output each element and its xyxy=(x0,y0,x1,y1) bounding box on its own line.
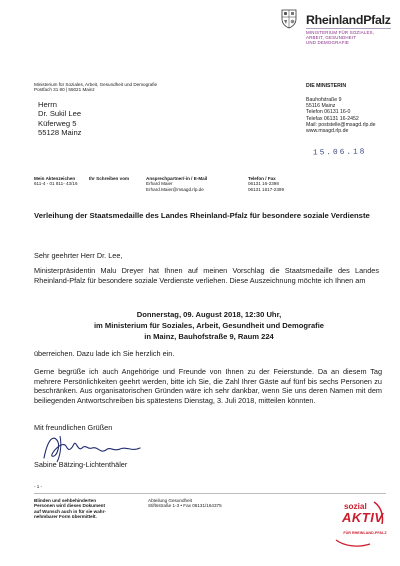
event-details xyxy=(34,309,384,342)
logo-divider xyxy=(306,28,391,29)
department-line: Stiftsstraße 1-3 • Fax 06131/164375 xyxy=(148,503,222,509)
recipient-line: Herrn xyxy=(38,100,57,109)
department-info xyxy=(148,498,288,509)
salutation: Sehr geehrter Herr Dr. Lee, xyxy=(34,251,123,260)
contact-line: Telefax 06131 16-2452 xyxy=(306,115,359,122)
accessibility-line: Blinden und sehbehinderten xyxy=(34,498,97,503)
paragraph-guests: Gerne begrüße ich auch Angehörige und Freunde von Ihnen zu der Feierstunde. Da an diesem Tag mehrere Persönlichkeiten geehrt werden, bitte ich Sie, die Zahl Ihrer Gäste auf fünf bis sechs Personen zu beschränken. Aus organisatorischen Gründen wäre ich sehr dankbar, wenn Sie uns deren Namen mit dem beiliegenden Antwortschreiben bis spätestens Dienstag, 3. Juli 2018, mitteilen könnten. xyxy=(34,367,382,405)
recipient-address xyxy=(38,100,188,138)
phone-value: 06131 16-2398 xyxy=(248,181,279,187)
minister-label: DIE MINISTERIN xyxy=(306,83,347,89)
accessibility-line: Personen wird dieses Dokument xyxy=(34,503,105,509)
fax-value: 06131 1617-2399 xyxy=(248,186,285,192)
ministry-line: MINISTERIUM FÜR SOZIALES, xyxy=(306,30,375,35)
contact-person-label: Ansprechpartner/-in / E-Mail xyxy=(146,176,208,181)
ministry-line: ARBEIT, GESUNDHEIT xyxy=(306,35,357,41)
aktiv-text: AKTIV xyxy=(342,510,384,525)
event-venue: im Ministerium für Soziales, Arbeit, Gesundheit und Demografie xyxy=(93,321,325,330)
aktenzeichen-label: Mein Aktenzeichen xyxy=(34,176,76,181)
phone-label: Telefon / Fax xyxy=(248,176,276,181)
schreiben-column xyxy=(89,176,129,181)
closing-phrase: Mit freundlichen Grüßen xyxy=(34,423,113,432)
reference-row xyxy=(34,176,384,202)
contact-line: Mail: poststelle@msagd.rlp.de xyxy=(306,121,376,128)
contact-person-email: Erhard.Maier@msagd.rlp.de xyxy=(146,186,204,192)
accessibility-note xyxy=(34,498,154,520)
footer-divider xyxy=(34,493,386,494)
paragraph-invitation: überreichen. Dazu lade ich Sie herzlich ein. xyxy=(34,349,175,358)
recipient-line: 55128 Mainz xyxy=(38,128,82,138)
contact-line: Telefon 06131 16-0 xyxy=(306,109,351,116)
recipient-line: Küferweg 5 xyxy=(38,118,77,128)
contact-person-name: Erhard Maier xyxy=(146,181,173,187)
sender-line-2: Postfach 31 80 | 55021 Mainz xyxy=(34,87,95,93)
sozial-text: sozial xyxy=(344,502,367,511)
signer-name: Sabine Bätzing-Lichtenthäler xyxy=(34,460,128,469)
letter-subject: Verleihung der Staatsmedaille des Landes Rheinland-Pfalz für besondere soziale Verdienste xyxy=(34,211,370,220)
sender-return-address xyxy=(34,82,254,93)
paragraph-intro: Ministerpräsidentin Malu Dreyer hat Ihnen auf meinen Vorschlag die Staatsmedaille des Landes Rheinland-Pfalz für besondere soziale Verdienste verliehen. Diese Auszeichnung möchte ich Ihnen am xyxy=(34,266,379,285)
ministry-name xyxy=(306,30,396,46)
ministry-line: UND DEMOGRAFIE xyxy=(306,40,350,46)
received-date-stamp: 15.06.18 xyxy=(312,148,367,158)
aktenzeichen-value: 611-4 - 01 811- 43/16 xyxy=(34,181,78,187)
page-number: - 1 - xyxy=(34,484,43,489)
event-date: Donnerstag, 09. August 2018, 12:30 Uhr, xyxy=(136,310,282,319)
sender-line-1: Ministerium für Soziales, Arbeit, Gesundheit und Demografie xyxy=(34,82,158,87)
contact-block xyxy=(306,97,396,134)
contact-line: www.msagd.rlp.de xyxy=(306,128,349,135)
accessibility-line: auf Wunsch auch in für sie wahr- xyxy=(34,508,106,514)
schreiben-label: Ihr Schreiben vom xyxy=(89,176,130,181)
accessibility-line: nehmbarer Form übermittelt. xyxy=(34,514,97,520)
contact-line: 55116 Mainz xyxy=(306,103,336,110)
coat-of-arms-icon xyxy=(281,9,297,29)
contact-line: Bauhofstraße 9 xyxy=(306,97,342,103)
recipient-line: Dr. Sukil Lee xyxy=(38,109,82,119)
phone-column xyxy=(248,176,284,192)
state-logo-text: RheinlandPfalz xyxy=(306,13,391,27)
department-line: Abteilung Gesundheit xyxy=(148,498,192,503)
aktenzeichen-column xyxy=(34,176,78,187)
contact-person-column xyxy=(146,176,207,192)
sozial-caption: FÜR RHEINLAND-PFALZ xyxy=(343,531,387,535)
event-address: in Mainz, Bauhofstraße 9, Raum 224 xyxy=(144,332,274,341)
